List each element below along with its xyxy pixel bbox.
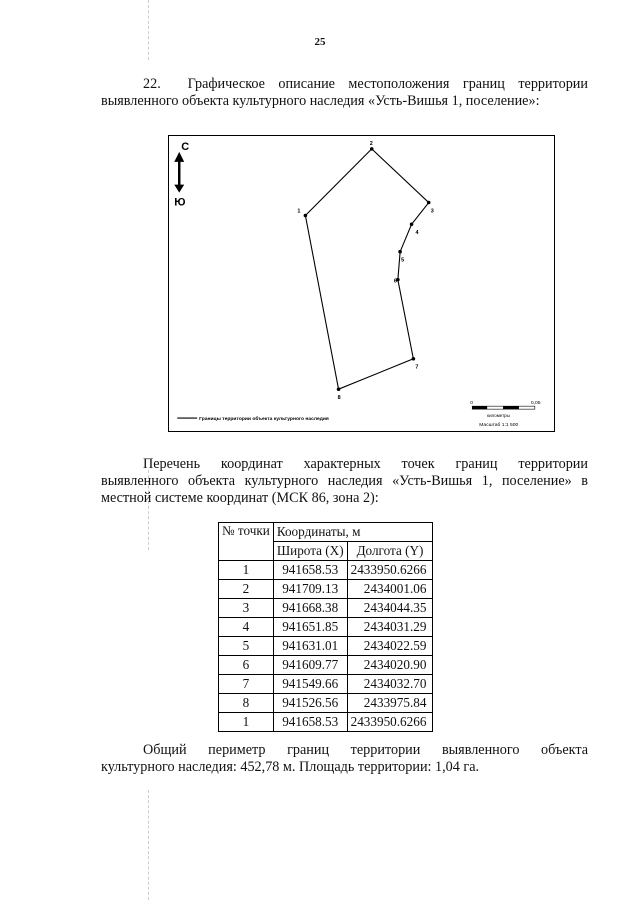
page-number: 25	[314, 36, 326, 48]
coordinates-intro	[101, 456, 588, 507]
legend-label: Границы территории объекта культурного наследия	[199, 417, 329, 423]
table-row	[219, 656, 433, 675]
point-cell: 5	[219, 637, 274, 656]
lon-cell: 2433950.6266	[347, 713, 433, 732]
boundary-point-marker	[427, 201, 431, 205]
intro-line: Перечень координат характерных точек границ территории	[143, 456, 588, 472]
col-lat-header: Широта (X)	[273, 542, 347, 561]
coordinates-table	[218, 522, 433, 732]
summary-line: культурного наследия: 452,78 м. Площадь территории: 1,04 га.	[101, 759, 480, 775]
table-row	[219, 637, 433, 656]
intro-line: выявленного объекта культурного наследия «Усть-Вишья 1, поселение» в	[101, 473, 588, 489]
boundary-point-label: 6	[393, 278, 397, 285]
north-arrow	[174, 141, 189, 209]
scale-max: 0,05	[530, 401, 541, 407]
boundary-point-marker	[370, 147, 374, 151]
table-row	[219, 561, 433, 580]
scale-unit: километры	[487, 413, 510, 419]
heading-line: 22. Графическое описание местоположения границ территории	[143, 76, 588, 92]
lon-cell: 2433950.6266	[347, 561, 433, 580]
lon-cell: 2434044.35	[347, 599, 433, 618]
scale-zero: 0	[470, 401, 474, 407]
boundary-point-label: 7	[415, 364, 419, 371]
south-label: Ю	[174, 196, 186, 209]
table-row	[219, 713, 433, 732]
boundary-point-marker	[304, 214, 308, 218]
lat-cell: 941526.56	[273, 694, 347, 713]
boundary-point-marker	[398, 250, 402, 254]
scan-artifact	[148, 0, 149, 60]
point-cell: 3	[219, 599, 274, 618]
boundary-point-label: 3	[430, 208, 434, 215]
point-cell: 2	[219, 580, 274, 599]
north-label: С	[181, 140, 190, 153]
boundary-point-label: 8	[337, 395, 341, 402]
boundary-point-marker	[412, 357, 416, 361]
intro-line: местной системе координат (МСК 86, зона 2):	[101, 490, 379, 506]
heading-line: выявленного объекта культурного наследия «Усть-Вишья 1, поселение»:	[101, 93, 540, 109]
lat-cell: 941658.53	[273, 713, 347, 732]
point-cell: 1	[219, 561, 274, 580]
section-heading	[101, 76, 588, 110]
point-cell: 7	[219, 675, 274, 694]
lon-cell: 2434020.90	[347, 656, 433, 675]
point-cell: 8	[219, 694, 274, 713]
boundary-point-label: 4	[415, 230, 419, 237]
territory-boundary	[305, 149, 428, 389]
scan-artifact	[148, 790, 149, 900]
lon-cell: 2433975.84	[347, 694, 433, 713]
boundary-point-label: 5	[401, 257, 405, 264]
scale-text: Масштаб 1:1 500	[479, 423, 519, 429]
table-row	[219, 694, 433, 713]
boundary-point-label: 2	[369, 140, 373, 147]
lat-cell: 941658.53	[273, 561, 347, 580]
col-coords-header: Координаты, м	[273, 523, 433, 542]
col-point-header: № точки	[219, 523, 274, 561]
lon-cell: 2434032.70	[347, 675, 433, 694]
boundary-point-marker	[410, 223, 414, 227]
point-cell: 1	[219, 713, 274, 732]
table-row	[219, 599, 433, 618]
scale-bar	[470, 400, 540, 428]
point-cell: 6	[219, 656, 274, 675]
col-lon-header: Долгота (Y)	[347, 542, 433, 561]
point-cell: 4	[219, 618, 274, 637]
boundary-map	[168, 135, 555, 432]
table-row	[219, 580, 433, 599]
lat-cell: 941549.66	[273, 675, 347, 694]
summary-line: Общий периметр границ территории выявленного объекта	[143, 742, 588, 758]
lat-cell: 941668.38	[273, 599, 347, 618]
lat-cell: 941631.01	[273, 637, 347, 656]
boundary-point-label: 1	[297, 208, 301, 215]
lat-cell: 941709.13	[273, 580, 347, 599]
table-row	[219, 675, 433, 694]
summary	[101, 742, 588, 776]
lat-cell: 941609.77	[273, 656, 347, 675]
lon-cell: 2434001.06	[347, 580, 433, 599]
lon-cell: 2434031.29	[347, 618, 433, 637]
lon-cell: 2434022.59	[347, 637, 433, 656]
table-row	[219, 618, 433, 637]
table-header-row	[219, 523, 433, 542]
map-legend	[177, 415, 329, 422]
lat-cell: 941651.85	[273, 618, 347, 637]
boundary-point-marker	[337, 387, 341, 391]
